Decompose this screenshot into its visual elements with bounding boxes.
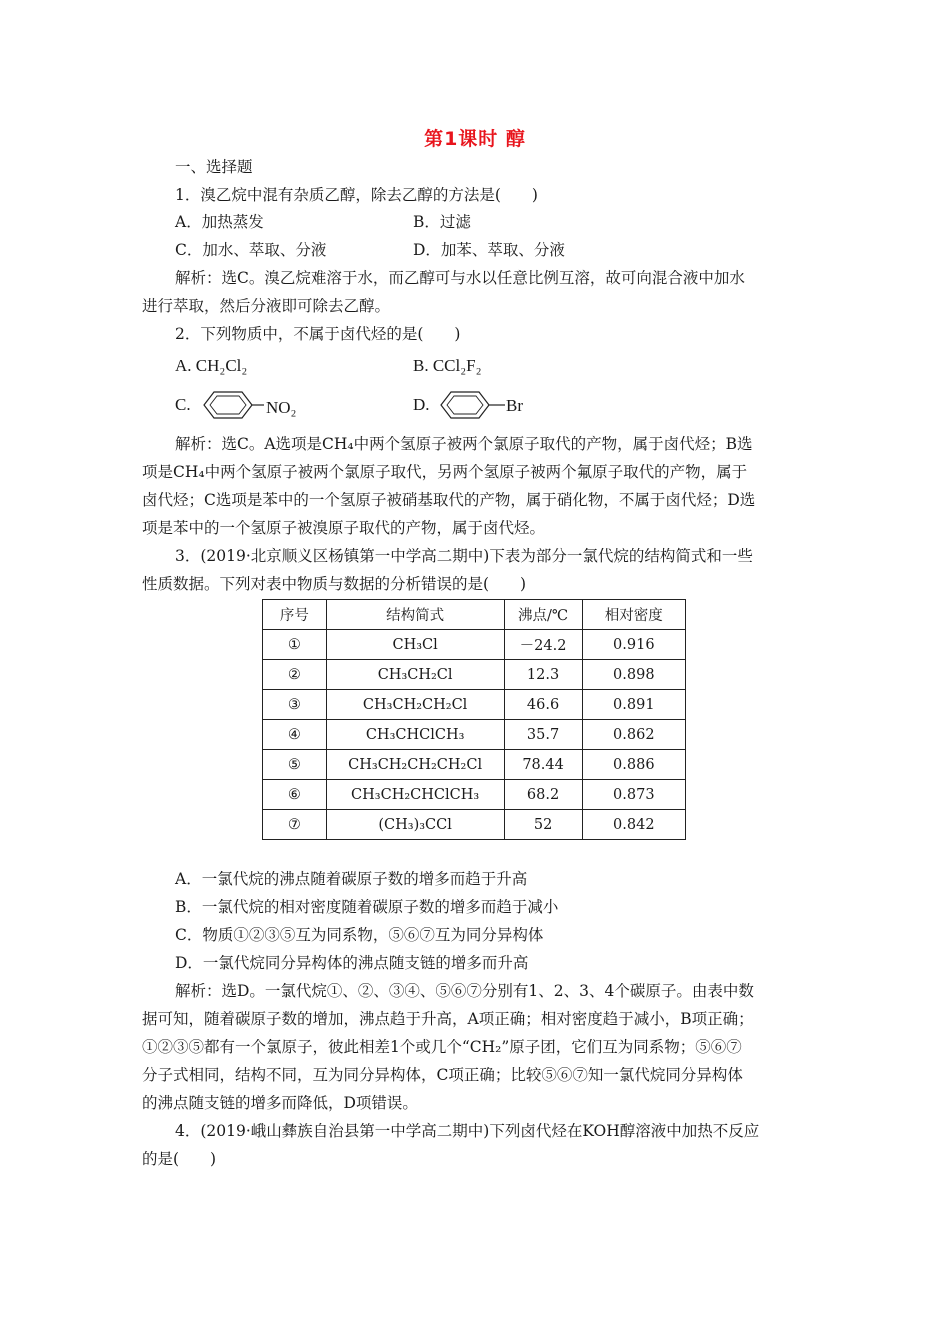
q3-analysis-line: 解析：选D。一氯代烷①、②、③④、⑤⑥⑦分别有1、2、3、4个碳原子。由表中数: [175, 982, 754, 1000]
table-cell: 68.2: [504, 780, 582, 810]
table-header-cell: 沸点/℃: [504, 600, 582, 630]
table-cell: 35.7: [504, 720, 582, 750]
table-row: [263, 810, 686, 840]
q2-option-a: [175, 356, 247, 376]
table-cell: ④: [263, 720, 327, 750]
table-cell: 0.873: [582, 780, 685, 810]
table-cell: ⑤: [263, 750, 327, 780]
q4-stem-line: 4．(2019·峨山彝族自治县第一中学高二期中)下列卤代烃在KOH醇溶液中加热不反应: [175, 1122, 760, 1140]
table-cell: 78.44: [504, 750, 582, 780]
table-cell: CH₃CH₂CHClCH₃: [326, 780, 504, 810]
table-row: [263, 690, 686, 720]
table-cell: 0.886: [582, 750, 685, 780]
table-header-cell: 相对密度: [582, 600, 685, 630]
table-cell: CH₃CH₂CH₂CH₂Cl: [326, 750, 504, 780]
table-cell: 0.862: [582, 720, 685, 750]
table-cell: 0.891: [582, 690, 685, 720]
table-header-row: [263, 600, 686, 630]
q3-analysis-line: 据可知，随着碳原子数的增加，沸点趋于升高，A项正确；相对密度趋于减小，B项正确；: [142, 1010, 754, 1028]
q2-analysis-line: 项是苯中的一个氢原子被溴原子取代的产物，属于卤代烃。: [142, 519, 546, 537]
section-heading: 一、选择题: [175, 158, 253, 176]
q3-analysis-line: 的沸点随支链的增多而降低，D项错误。: [142, 1094, 418, 1112]
q4-stem-line: 的是( ): [142, 1150, 217, 1168]
table-cell: ①: [263, 630, 327, 660]
q2-option-b-formula: CCl₂F₂: [432, 356, 482, 375]
table-cell: 0.842: [582, 810, 685, 840]
table-cell: ⑥: [263, 780, 327, 810]
table-cell: CH₃CH₂Cl: [326, 660, 504, 690]
page-title: 第1课时 醇: [424, 128, 526, 150]
q1-analysis-line: 进行萃取，然后分液即可除去乙醇。: [142, 297, 391, 315]
table-cell: 52: [504, 810, 582, 840]
table-cell: 12.3: [504, 660, 582, 690]
table-row: [263, 780, 686, 810]
table-cell: 0.916: [582, 630, 685, 660]
table-row: [263, 660, 686, 690]
q2-stem: 2．下列物质中，不属于卤代烃的是( ): [175, 325, 461, 343]
table-cell: 0.898: [582, 660, 685, 690]
q3-option-b: B．一氯代烷的相对密度随着碳原子数的增多而趋于减小: [175, 898, 559, 916]
benzene-ring-icon: [196, 388, 266, 422]
q2-option-d-label: D.: [413, 395, 430, 414]
q1-stem: 1．溴乙烷中混有杂质乙醇，除去乙醇的方法是( ): [175, 186, 538, 204]
table-cell: ③: [263, 690, 327, 720]
table-cell: ⑦: [263, 810, 327, 840]
q2-option-c-label: C.: [175, 395, 191, 414]
q1-analysis-line: 解析：选C。溴乙烷难溶于水，而乙醇可与水以任意比例互溶，故可向混合液中加水: [175, 269, 745, 287]
q2-option-b: [413, 356, 482, 376]
q2-analysis-line: 卤代烃；C选项是苯中的一个氢原子被硝基取代的产物，属于硝化物，不属于卤代烃；D选: [142, 491, 756, 509]
q3-option-c: C．物质①②③⑤互为同系物，⑤⑥⑦互为同分异构体: [175, 926, 544, 944]
q1-option-b: B．过滤: [413, 213, 471, 231]
table-cell: －24.2: [504, 630, 582, 660]
table-cell: CH₃CHClCH₃: [326, 720, 504, 750]
table-cell: CH₃CH₂CH₂Cl: [326, 690, 504, 720]
q1-option-c: C．加水、萃取、分液: [175, 241, 327, 259]
q2-analysis-line: 解析：选C。A选项是CH₄中两个氢原子被两个氯原子取代的产物，属于卤代烃；B选: [175, 435, 753, 453]
table-row: [263, 750, 686, 780]
table-cell: ②: [263, 660, 327, 690]
q2-option-a-label: A.: [175, 356, 196, 375]
data-table: [262, 599, 686, 840]
benzene-ring-icon: [433, 388, 507, 422]
q3-stem-line: 3．(2019·北京顺义区杨镇第一中学高二期中)下表为部分一氯代烷的结构简式和一些: [175, 547, 753, 565]
table-header-cell: 结构简式: [326, 600, 504, 630]
table-header-cell: 序号: [263, 600, 327, 630]
q3-option-a: A．一氯代烷的沸点随着碳原子数的增多而趋于升高: [175, 870, 528, 888]
table-row: [263, 630, 686, 660]
q1-option-a: A．加热蒸发: [175, 213, 264, 231]
q3-analysis-line: ①②③⑤都有一个氯原子，彼此相差1个或几个“CH₂”原子团，它们互为同系物；⑤⑥⑦: [142, 1038, 742, 1056]
q3-stem-line: 性质数据。下列对表中物质与数据的分析错误的是( ): [142, 575, 527, 593]
q2-option-c-group: NO₂: [266, 398, 297, 417]
table-cell: CH₃Cl: [326, 630, 504, 660]
q1-option-d: D．加苯、萃取、分液: [413, 241, 565, 259]
q3-analysis-line: 分子式相同，结构不同，互为同分异构体，C项正确；比较⑤⑥⑦知一氯代烷同分异构体: [142, 1066, 743, 1084]
table-row: [263, 720, 686, 750]
q2-option-b-label: B.: [413, 356, 433, 375]
table-cell: 46.6: [504, 690, 582, 720]
q3-option-d: D．一氯代烷同分异构体的沸点随支链的增多而升高: [175, 954, 529, 972]
q2-option-d-group: Br: [506, 396, 523, 415]
q2-analysis-line: 项是CH₄中两个氢原子被两个氯原子取代，另两个氢原子被两个氟原子取代的产物，属于: [142, 463, 748, 481]
q2-option-a-formula: CH₂Cl₂: [195, 356, 248, 375]
table-cell: (CH₃)₃CCl: [326, 810, 504, 840]
